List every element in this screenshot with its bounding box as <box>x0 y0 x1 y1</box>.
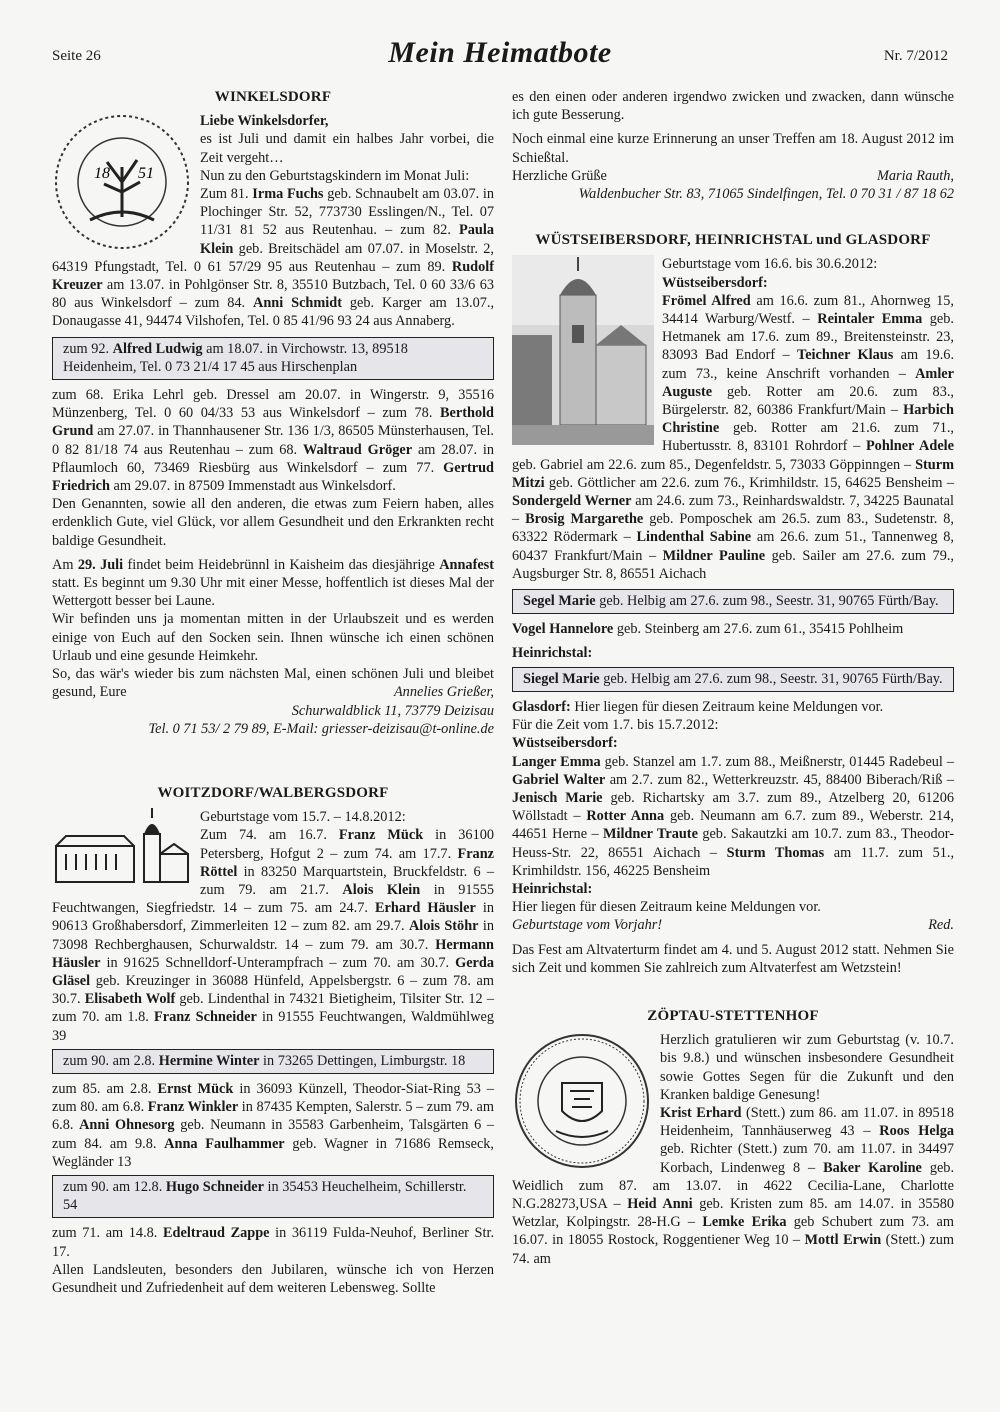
svg-text:18: 18 <box>94 165 110 183</box>
wuestseibersdorf-birthdays-2: Langer Emma geb. Stanzel am 1.7. zum 88., Meißnerstr, 01445 Radebeul – Gabriel Walter am 2.7. zum 82., Wetterkreuzstr. 45, 88400 Biberach/Riß – Jenisch Marie geb. Richartsky am 3.7. zum 89., Atzelberg 20, 61206 Wöllstadt – Rotter Anna geb. Neumann am 6.7. zum 89., Weberstr. 214, 44651 Herne – Mildner Traute geb. Sakautzki am 10.7. zum 83., Theodor-Heuss-Str. 22, 86551 Aichach – Sturm Thomas am 11.7. zum 51., Krimhildstr. 156, 46225 Bensheim <box>512 753 955 879</box>
vogel-entry: Vogel Hannelore geb. Steinberg am 27.6. zum 61., 35415 Pohlheim <box>512 621 904 638</box>
woitzdorf-continuation: es den einen oder anderen irgendwo zwicken und zwacken, dann wünsche ich gute Besserung. <box>512 89 954 124</box>
woitzdorf-birthdays: Geburtstage vom 15.7. – 14.8.2012: Zum 74. am 16.7. Franz Mück in 36100 Petersberg, Hofgut 2 – zum 74. am 17.7. Franz Röttel in 83250 Marquartstein, Bruckfeldstr. 6 – zum 79. am 21.7. Alois Klein in 91555 Feuchtwangen, Siegfriedstr. 14 – zum 75. am 24.7. Erhard Häusler in 90613 Großhabersdorf, Zimmerleiten 12 – zum 82. am 29.7. Alois Stöhr in 73098 Rechberghausen, Schurwaldstr. 14 – zum 79. am 30.7. Hermann Häusler in 91625 Schnelldorf-Unterampfrach – zum 70. am 30.7. Gerda Gläsel geb. Kreuzinger in 36088 Hünfeld, Appelsbergstr. 6 – zum 78. am 30.7. Elisabeth Wolf geb. Lindenthal in 74321 Bietigheim, Tilsiter Str. 12 – zum 70. am 1.8. Franz Schneider in 91555 Feuchtwangen, Waldmühlweg 39 <box>52 809 495 1044</box>
zoeptau-intro: Herzlich gratulieren wir zum Geburtstag (v. 10.7. bis 9.8.) und wünschen insbesondere Gesundheit sowie Gottes Segen für die Zukunft und den Kranken baldige Genesung! <box>660 1032 954 1103</box>
wuestseibersdorf-birthdays: Frömel Alfred am 16.6. zum 81., Ahornweg 15, 34414 Warburg/Westf. – Reintaler Emma geb. Hetmanek am 17.6. zum 89., Breitensteinstr. 23, 83093 Bad Endorf – Teichner Klaus am 19.6. zum 73., keine Anschrift vorhanden – Amler Auguste geb. Rotter am 20.6. zum 83., Bürgelerstr. 82, 60386 Frankfurt/Main – Harbich Christine geb. Rotter am 21.6. zum 71., Hubertusstr. 8, 83101 Rohrdorf – Pohlner Adele geb. Gabriel am 22.6. zum 85., Degenfeldstr. 5, 73033 Göppinngen – Sturm Mitzi geb. Göttlicher am 22.6. zum 76., Krimhildstr. 15, 64625 Bensheim – Sondergeld Werner am 24.6. zum 73., Reinhardswaldstr. 7, 34225 Baunatal – Brosig Margarethe geb. Pomposchek am 26.5. zum 83., Sudetenstr. 8, 63322 Rödermark – Lindenthal Sabine am 26.6. zum 51., Tannenweg 8, 60437 Frankfurt/Main – Mildner Pauline geb. Sailer am 27.6. zum 79., Augsburger Str. 8, 86551 Aichach <box>512 292 955 582</box>
winkelsdorf-birthdays-2: zum 68. Erika Lehrl geb. Dressel am 20.07. in Wingerstr. 9, 35516 Münzenberg, Tel. 0 60 04/33 53 aus Winkelsdorf – zum 78. Berthold Grund am 27.07. in Thannhausener Str. 136 1/3, 86505 Münsterhausen, Tel. 0 82 81/18 74 aus Reutenhau – zum 68. Waltraud Gröger am 28.07. in Pflaumloch 60, 73469 Riesbürg aus Winkelsdorf – zum 77. Gertrud Friedrich am 29.07. in 87509 Immenstadt aus Winkelsdorf. <box>52 387 495 495</box>
birthdays-period: Geburtstage vom 16.6. bis 30.6.2012: <box>662 256 878 273</box>
winkelsdorf-closing: So, das wär's wieder bis zum nächsten Mal, einen schönen Juli und bleibet gesund, Eure Annelies Grießer, <box>52 666 494 701</box>
woitzdorf-greetings: Herzliche Grüße Maria Rauth, <box>512 167 954 184</box>
issue-number: Nr. 7/2012 <box>883 48 948 64</box>
glasdorf-note: Glasdorf: Hier liegen für diesen Zeitraum keine Meldungen vor. <box>512 698 884 715</box>
winkelsdorf-sig-address: Schurwaldblick 11, 73779 Deizisau <box>291 702 494 719</box>
winkelsdorf-intro-2: Nun zu den Geburtstagskindern im Monat Juli: <box>200 167 470 184</box>
subheading-heinrichstal: Heinrichstal: <box>512 645 593 662</box>
woitzdorf-reminder: Noch einmal eine kurze Erinnerung an unser Treffen am 18. August 2012 im Schießtal. <box>512 131 954 166</box>
woitzdorf-sig-address: Waldenbucher Str. 83, 71065 Sindelfingen, Tel. 0 70 31 / 87 18 62 <box>578 186 954 203</box>
winkelsdorf-intro: es ist Juli und damit ein halbes Jahr vorbei, die Zeit vergeht… <box>200 131 494 166</box>
winkelsdorf-annafest: Am 29. Juli findet beim Heidebrünnl in Kaisheim das diesjährige Annafest statt. Es beginnt um 9.30 Uhr mit einer Messe, hoffentlich ist dieses Mal der Wettergott besser bei Laune. <box>52 556 494 610</box>
winkelsdorf-urlaub: Wir befinden uns ja momentan mitten in der Urlaubszeit und es werden einige von Euch auf den Socken sein. Ihnen wünsche ich einen schönen Urlaub und eine gesunde Heimkehr. <box>52 611 494 664</box>
winkelsdorf-greeting: Liebe Winkelsdorfer, <box>200 113 329 130</box>
altvaterfest-note: Das Fest am Altvaterturm findet am 4. und 5. August 2012 statt. Nehmen Sie sich Zeit und kommen Sie zahlreich zum Altvaterfest am Wetzstein! <box>512 941 954 976</box>
church-photo <box>512 255 654 445</box>
right-column <box>512 84 954 1274</box>
winkelsdorf-sig-contact: Tel. 0 71 53/ 2 79 89, E-Mail: griesser-deizisau@t-online.de <box>148 720 494 737</box>
section-title-zoeptau: ZÖPTAU-STETTENHOF <box>647 1007 819 1024</box>
subheading-wuestseibersdorf: Wüstseibersdorf: <box>662 274 768 291</box>
birthdays-period-2: Für die Zeit vom 1.7. bis 15.7.2012: <box>512 717 719 734</box>
vorjahr-note: Geburtstage vom Vorjahr! Red. <box>512 917 954 934</box>
heinrichstal-note: Hier liegen für diesen Zeitraum keine Meldungen vor. <box>512 899 821 916</box>
section-title-woitzdorf: WOITZDORF/WALBERGSDORF <box>157 784 389 801</box>
highlight-box: Segel Marie geb. Helbig am 27.6. zum 98., Seestr. 31, 90765 Fürth/Bay. <box>512 589 954 614</box>
winkelsdorf-wishes: Den Genannten, sowie all den anderen, die etwas zum Feiern haben, alles erdenklich Gute, viel Glück, vor allem Gesundheit und den Erkrankten recht baldige Gesundheit. <box>52 496 494 549</box>
zoeptau-birthdays: Krist Erhard (Stett.) zum 86. am 11.07. in 89518 Heidenheim, Tannhäuserweg 43 – Roos Helga geb. Richter (Stett.) zum 70. am 11.07. in 34497 Korbach, Lindenweg 8 – Baker Karoline geb. Weidlich zum 87. am 13.07. in 4622 Cecilia-Lane, Charlotte N.G.28273,USA – Heid Anni geb. Kristen zum 85. am 14.07. in 35580 Wetzlar, Kolpingstr. 28-H.G – Lemke Erika geb Schubert zum 73. am 16.07. in 18055 Rostock, Roggentiener Weg 10 – Mottl Erwin (Stett.) zum 74. am <box>512 1104 955 1267</box>
woitzdorf-birthdays-3: zum 71. am 14.8. Edeltraud Zappe in 36119 Fulda-Neuhof, Berliner Str. 17. <box>52 1225 495 1260</box>
section-title-winkelsdorf: WINKELSDORF <box>214 89 332 105</box>
woitzdorf-church-drawing <box>52 808 192 888</box>
winkelsdorf-seal <box>52 112 192 252</box>
page-number: Seite 26 <box>52 48 101 64</box>
highlight-box: zum 90. am 2.8. Hermine Winter in 73265 Dettingen, Limburgstr. 18 <box>52 1049 494 1074</box>
subheading-heinrichstal-2: Heinrichstal: <box>512 880 593 897</box>
highlight-box: Siegel Marie geb. Helbig am 27.6. zum 98., Seestr. 31, 90765 Fürth/Bay. <box>512 667 954 692</box>
woitzdorf-wishes: Allen Landsleuten, besonders den Jubilaren, wünsche ich von Herzen Gesundheit und Zufriedenheit auf dem weiteren Lebensweg. Sollte <box>52 1261 494 1296</box>
woitzdorf-birthdays-2: zum 85. am 2.8. Ernst Mück in 36093 Künzell, Theodor-Siat-Ring 53 – zum 80. am 6.8. Franz Winkler in 87435 Kempten, Salerstr. 5 – zum 79. am 6.8. Anni Ohnesorg geb. Neumann in 35583 Garbenheim, Talsgärten 6 – zum 84. am 9.8. Anna Faulhammer geb. Wagner in 71686 Remseck, Wegländer 13 <box>52 1080 495 1170</box>
masthead: Mein Heimatbote <box>388 36 612 69</box>
svg-text:51: 51 <box>138 165 154 183</box>
winkelsdorf-birthdays: Zum 81. Irma Fuchs geb. Schnaubelt am 03.07. in Plochinger Str. 52, 773730 Esslingen/N., Tel. 07 11/31 81 52 aus Reutenhau. – zum 82. Paula Klein geb. Breitschädel am 07.07. in Moselstr. 2, 64319 Pfungstadt, Tel. 0 61 57/29 95 aus Reutenhau – zum 89. Rudolf Kreuzer am 13.07. in Pohlgönser Str. 8, 35510 Butzbach, Tel. 0 60 33/6 63 80 aus Winkelsdorf – zum 84. Anni Schmidt geb. Karger am 13.07., Donaugasse 41, 94474 Vilshofen, Tel. 0 85 41/96 93 24 aus Annaberg. <box>52 186 495 330</box>
highlight-box: zum 92. Alfred Ludwig am 18.07. in Virchowstr. 13, 89518 Heidenheim, Tel. 0 73 21/4 17 45 aus Hirschenplan <box>52 337 494 380</box>
left-column <box>52 84 494 1297</box>
section-title-wuestseibersdorf: WÜSTSEIBERSDORF, HEINRICHSTAL und GLASDORF <box>535 232 931 249</box>
subheading-wuestseibersdorf-2: Wüstseibersdorf: <box>512 735 618 752</box>
highlight-box: zum 90. am 12.8. Hugo Schneider in 35453 Heuchelheim, Schillerstr. 54 <box>52 1175 494 1218</box>
zoeptau-seal <box>512 1031 652 1171</box>
